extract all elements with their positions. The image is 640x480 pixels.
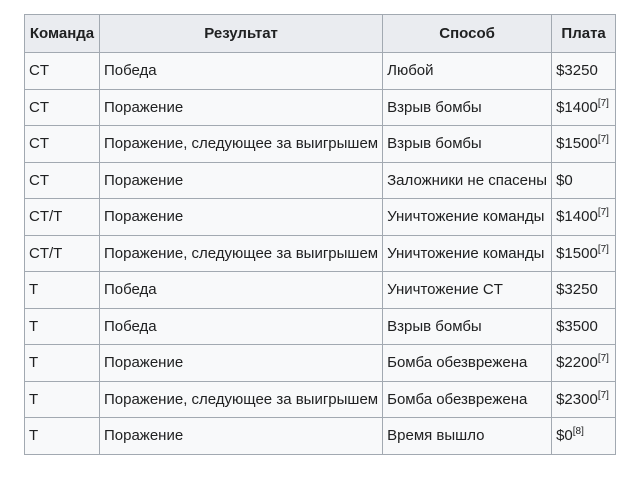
footnote-ref-link[interactable]: [7] — [597, 207, 609, 219]
cell-result-text: Победа — [104, 281, 157, 299]
cell-pay-text: $1400 — [556, 98, 598, 116]
cell-result — [100, 89, 383, 126]
cell-method-text: Взрыв бомбы — [387, 135, 482, 153]
cell-method-text: Уничтожение CT — [387, 281, 503, 299]
cell-team-text: T — [29, 281, 39, 299]
cell-team — [25, 53, 100, 90]
cell-team — [25, 235, 100, 272]
footnote-ref-link[interactable]: [8] — [572, 426, 584, 438]
cell-pay — [552, 89, 616, 126]
cell-method — [383, 308, 552, 345]
cell-result — [100, 162, 383, 199]
header-team: Команда — [25, 15, 100, 53]
footnote-ref-link[interactable]: [7] — [597, 243, 609, 255]
cell-method-text: Уничтожение команды — [387, 244, 545, 262]
table-row — [25, 53, 616, 90]
cell-method — [383, 162, 552, 199]
cell-team-text: T — [29, 427, 39, 445]
cell-result — [100, 53, 383, 90]
cell-pay — [552, 199, 616, 236]
table-row — [25, 162, 616, 199]
footnote-ref-link[interactable]: [7] — [597, 353, 609, 365]
cell-team-text: T — [29, 390, 39, 408]
cell-result — [100, 272, 383, 309]
cell-result-text: Победа — [104, 317, 157, 335]
cell-result-text: Поражение — [104, 171, 184, 189]
cell-pay — [552, 308, 616, 345]
cell-pay — [552, 162, 616, 199]
cell-result-text: Поражение — [104, 208, 184, 226]
cell-result — [100, 235, 383, 272]
cell-pay-text: $1500 — [556, 244, 598, 262]
cell-pay-text: $3250 — [556, 281, 598, 299]
header-result: Результат — [100, 15, 383, 53]
table-row — [25, 381, 616, 418]
cell-method — [383, 272, 552, 309]
cell-team — [25, 89, 100, 126]
cell-team — [25, 162, 100, 199]
table-body — [25, 53, 616, 455]
cell-team-text: CT/T — [29, 244, 63, 262]
cell-result-text: Победа — [104, 62, 157, 80]
cell-pay-text: $2300 — [556, 390, 598, 408]
cell-pay-text: $2200 — [556, 354, 598, 372]
payout-table — [24, 14, 616, 455]
cell-team — [25, 381, 100, 418]
cell-team-text: T — [29, 354, 39, 372]
cell-pay-text: $1400 — [556, 208, 598, 226]
cell-pay — [552, 272, 616, 309]
cell-pay — [552, 418, 616, 455]
cell-method — [383, 345, 552, 382]
cell-pay — [552, 53, 616, 90]
table-row — [25, 418, 616, 455]
table-row — [25, 126, 616, 163]
table-header-row — [25, 15, 616, 53]
cell-method-text: Взрыв бомбы — [387, 98, 482, 116]
header-pay: Плата — [552, 15, 616, 53]
cell-result — [100, 199, 383, 236]
cell-result — [100, 308, 383, 345]
cell-team-text: CT — [29, 135, 49, 153]
cell-method-text: Взрыв бомбы — [387, 317, 482, 335]
cell-result-text: Поражение — [104, 98, 184, 116]
cell-method — [383, 199, 552, 236]
payout-table-container — [24, 14, 616, 455]
cell-team — [25, 345, 100, 382]
cell-result-text: Поражение — [104, 427, 184, 445]
cell-result — [100, 345, 383, 382]
cell-result-text: Поражение, следующее за выигрышем — [104, 244, 379, 262]
cell-method — [383, 89, 552, 126]
cell-team-text: T — [29, 317, 39, 335]
cell-method-text: Бомба обезврежена — [387, 390, 528, 408]
cell-pay-text: $3500 — [556, 317, 598, 335]
cell-method — [383, 126, 552, 163]
cell-method — [383, 235, 552, 272]
footnote-ref-link[interactable]: [7] — [597, 389, 609, 401]
table-row — [25, 235, 616, 272]
table-row — [25, 345, 616, 382]
cell-method-text: Время вышло — [387, 427, 485, 445]
cell-result-text: Поражение — [104, 354, 184, 372]
cell-pay — [552, 345, 616, 382]
cell-method — [383, 418, 552, 455]
cell-method-text: Уничтожение команды — [387, 208, 545, 226]
cell-method-text: Заложники не спасены — [387, 171, 548, 189]
cell-team — [25, 126, 100, 163]
cell-pay-text: $3250 — [556, 62, 598, 80]
cell-pay-text: $0 — [556, 171, 573, 189]
cell-team-text: CT — [29, 98, 49, 116]
cell-method-text: Бомба обезврежена — [387, 354, 528, 372]
footnote-ref-link[interactable]: [7] — [597, 134, 609, 146]
cell-team — [25, 308, 100, 345]
cell-team-text: CT — [29, 171, 49, 189]
footnote-ref-link[interactable]: [7] — [597, 97, 609, 109]
cell-pay — [552, 126, 616, 163]
cell-result — [100, 381, 383, 418]
cell-team — [25, 272, 100, 309]
cell-result — [100, 418, 383, 455]
cell-method — [383, 381, 552, 418]
table-row — [25, 272, 616, 309]
cell-method-text: Любой — [387, 62, 434, 80]
table-row — [25, 199, 616, 236]
header-method: Способ — [383, 15, 552, 53]
cell-team-text: CT — [29, 62, 49, 80]
cell-team — [25, 199, 100, 236]
cell-result — [100, 126, 383, 163]
cell-team — [25, 418, 100, 455]
cell-result-text: Поражение, следующее за выигрышем — [104, 390, 379, 408]
cell-pay-text: $1500 — [556, 135, 598, 153]
cell-pay — [552, 381, 616, 418]
cell-pay — [552, 235, 616, 272]
cell-method — [383, 53, 552, 90]
cell-team-text: CT/T — [29, 208, 63, 226]
cell-pay-text: $0 — [556, 427, 573, 445]
table-row — [25, 308, 616, 345]
table-row — [25, 89, 616, 126]
cell-result-text: Поражение, следующее за выигрышем — [104, 135, 379, 153]
